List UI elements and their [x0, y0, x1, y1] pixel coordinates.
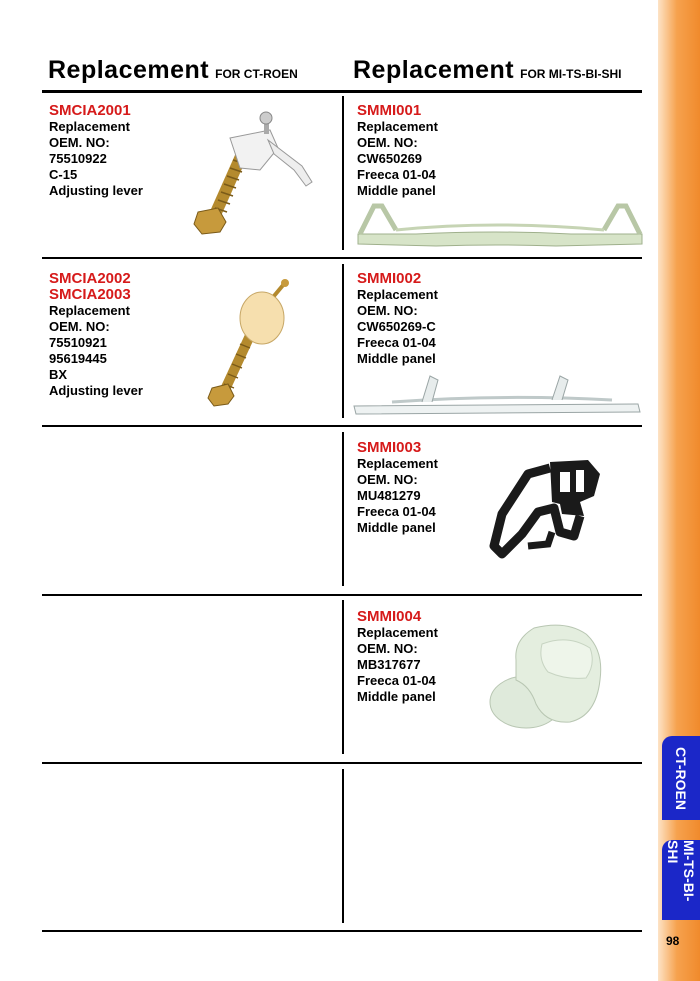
- product-line: 75510921: [49, 335, 107, 350]
- product-line: OEM. NO:: [49, 319, 110, 334]
- product-code: SMCIA2001: [49, 102, 131, 119]
- product-line: Replacement: [49, 119, 130, 134]
- product-line: Replacement: [357, 625, 438, 640]
- product-code: SMMI003: [357, 439, 422, 456]
- product-line: C-15: [49, 167, 78, 182]
- column-divider: [342, 264, 344, 418]
- product-line: Freeca 01-04: [357, 167, 436, 182]
- divider: [42, 762, 642, 764]
- product-line: Freeca 01-04: [357, 335, 436, 350]
- product-line: Replacement: [357, 456, 438, 471]
- column-divider: [342, 96, 344, 250]
- product-line: Replacement: [49, 303, 130, 318]
- right-header: [353, 56, 621, 85]
- product-line: Replacement: [357, 119, 438, 134]
- product-line: MB317677: [357, 657, 421, 672]
- column-divider: [342, 600, 344, 754]
- divider: [42, 257, 642, 259]
- product-line: 95619445: [49, 351, 107, 366]
- product-line: Adjusting lever: [49, 383, 143, 398]
- product-line: BX: [49, 367, 68, 382]
- middle-panel-image: [352, 372, 642, 418]
- product-line: OEM. NO:: [357, 472, 418, 487]
- divider: [42, 594, 642, 596]
- product-line: MU481279: [357, 488, 421, 503]
- divider: [42, 425, 642, 427]
- product-line: Adjusting lever: [49, 183, 143, 198]
- product-code: SMMI001: [357, 102, 422, 119]
- product-item-smmi003: [357, 440, 438, 536]
- product-line: Replacement: [357, 287, 438, 302]
- side-orange-bar: [658, 0, 700, 981]
- product-item-smcia2002: [49, 271, 143, 399]
- product-line: 75510922: [49, 151, 107, 166]
- middle-panel-image: [356, 200, 644, 252]
- product-line: OEM. NO:: [357, 135, 418, 150]
- product-line: Middle panel: [357, 520, 436, 535]
- adjusting-lever-image: [190, 108, 320, 240]
- product-line: Freeca 01-04: [357, 673, 436, 688]
- product-item-smmi001: [357, 103, 438, 199]
- footer-rule: [42, 930, 642, 932]
- product-line: Middle panel: [357, 183, 436, 198]
- product-code: SMMI002: [357, 270, 422, 287]
- left-header: [48, 56, 298, 85]
- product-item-smmi002: [357, 271, 438, 367]
- product-item-smcia2001: [49, 103, 143, 199]
- product-line: CW650269: [357, 151, 423, 166]
- right-header-title: Replacement: [353, 56, 515, 84]
- product-line: Middle panel: [357, 351, 436, 366]
- adjusting-lever-image: [200, 278, 310, 412]
- tab-ct-roen[interactable]: [662, 736, 700, 820]
- white-clip-image: [486, 620, 616, 732]
- left-header-sub: FOR CT-ROEN: [215, 67, 298, 81]
- product-line: Middle panel: [357, 689, 436, 704]
- product-code: SMMI004: [357, 608, 422, 625]
- product-code: SMCIA2003: [49, 286, 131, 303]
- tab-label: MI-TS-BI-SHI: [665, 840, 697, 902]
- tab-label: CT-ROEN: [673, 746, 689, 810]
- page-number: 98: [666, 934, 680, 948]
- product-code: SMCIA2002: [49, 270, 131, 287]
- product-line: Freeca 01-04: [357, 504, 436, 519]
- right-header-sub: FOR MI-TS-BI-SHI: [520, 67, 622, 81]
- product-line: OEM. NO:: [357, 641, 418, 656]
- tab-mitsubishi[interactable]: [662, 840, 700, 920]
- product-line: CW650269-C: [357, 319, 436, 334]
- black-clip-image: [488, 456, 618, 562]
- product-line: OEM. NO:: [357, 303, 418, 318]
- left-header-title: Replacement: [48, 56, 210, 84]
- column-divider: [342, 432, 344, 586]
- header-rule: [42, 90, 642, 93]
- product-line: OEM. NO:: [49, 135, 110, 150]
- product-item-smmi004: [357, 609, 438, 705]
- column-divider: [342, 769, 344, 923]
